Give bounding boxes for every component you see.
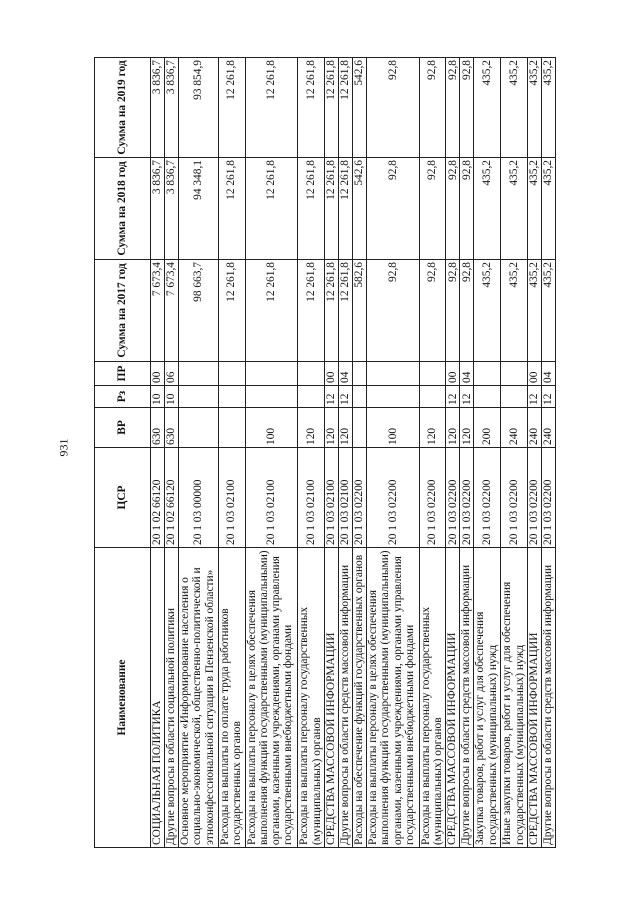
header-rz: Рз	[95, 386, 151, 408]
row-sum-2018: 435,2	[528, 158, 542, 260]
row-sum-2019: 435,2	[474, 58, 501, 158]
row-sum-2017: 92,8	[460, 260, 474, 362]
row-rz: 12	[542, 386, 556, 408]
row-pr	[352, 362, 366, 386]
row-pr: 04	[339, 362, 353, 386]
row-name: Иные закупки товаров, работ и услуг для обеспечения государственных (муниципальных) нужд	[501, 548, 528, 848]
row-vr: 240	[542, 408, 556, 448]
page-number: 931	[56, 438, 71, 457]
row-sum-2017: 435,2	[474, 260, 501, 362]
row-sum-2017: 12 261,8	[245, 260, 298, 362]
row-csr: 20 1 03 02200	[352, 448, 366, 548]
row-sum-2017: 92,8	[366, 260, 419, 362]
row-csr: 20 1 03 00000	[178, 448, 218, 548]
row-csr: 20 1 02 66120	[164, 448, 178, 548]
row-name: СОЦИАЛЬНАЯ ПОЛИТИКА	[151, 548, 165, 848]
budget-table	[94, 57, 556, 848]
table-row	[298, 58, 325, 848]
row-name: Расходы на выплаты персоналу государственных (муниципальных) органов	[419, 548, 446, 848]
row-pr: 04	[542, 362, 556, 386]
table-row	[218, 58, 245, 848]
row-rz	[501, 386, 528, 408]
row-name: Расходы на выплаты персоналу государственных (муниципальных) органов	[298, 548, 325, 848]
row-sum-2017: 435,2	[501, 260, 528, 362]
row-name: Расходы на выплаты персоналу в целях обеспечения выполнения функций государственными (муниципальными) органами, казенными учреждениями, органами управления государственными внебюджетными фондами	[366, 548, 419, 848]
table-row	[528, 58, 542, 848]
row-name: Основное мероприятие «Информирование населения о социально-экономической, общественно-политической и этноконфессиональной ситуации в Пензенской области»	[178, 548, 218, 848]
row-rz: 12	[339, 386, 353, 408]
row-csr: 20 1 03 02200	[460, 448, 474, 548]
rotated-table-container	[94, 58, 556, 848]
row-pr	[366, 362, 419, 386]
row-csr: 20 1 03 02200	[528, 448, 542, 548]
row-pr	[178, 362, 218, 386]
table-row	[178, 58, 218, 848]
row-name: СРЕДСТВА МАССОВОЙ ИНФОРМАЦИИ	[528, 548, 542, 848]
row-name: СРЕДСТВА МАССОВОЙ ИНФОРМАЦИИ	[325, 548, 339, 848]
row-sum-2017: 92,8	[446, 260, 460, 362]
row-sum-2019: 435,2	[542, 58, 556, 158]
row-name: Расходы на обеспечение функций государственных органов	[352, 548, 366, 848]
row-pr: 00	[325, 362, 339, 386]
row-name: Закупка товаров, работ и услуг для обеспечения государственных (муниципальных) нужд	[474, 548, 501, 848]
row-sum-2018: 92,8	[366, 158, 419, 260]
row-name: Другие вопросы в области социальной политики	[164, 548, 178, 848]
header-name: Наименование	[95, 548, 151, 848]
header-vr: ВР	[95, 408, 151, 448]
row-rz	[218, 386, 245, 408]
table-row	[460, 58, 474, 848]
row-sum-2019: 92,8	[366, 58, 419, 158]
row-vr: 100	[366, 408, 419, 448]
row-vr: 630	[164, 408, 178, 448]
row-pr	[474, 362, 501, 386]
row-sum-2019: 435,2	[501, 58, 528, 158]
row-csr: 20 1 03 02100	[245, 448, 298, 548]
row-rz: 12	[325, 386, 339, 408]
table-row	[352, 58, 366, 848]
row-pr: 00	[528, 362, 542, 386]
row-csr: 20 1 03 02100	[218, 448, 245, 548]
row-pr: 06	[164, 362, 178, 386]
row-rz	[298, 386, 325, 408]
row-rz: 10	[151, 386, 165, 408]
row-pr	[218, 362, 245, 386]
row-sum-2019: 3 836,7	[151, 58, 165, 158]
row-sum-2018: 12 261,8	[298, 158, 325, 260]
row-vr: 240	[528, 408, 542, 448]
row-sum-2019: 12 261,8	[298, 58, 325, 158]
row-sum-2019: 435,2	[528, 58, 542, 158]
row-vr: 200	[474, 408, 501, 448]
table-row	[151, 58, 165, 848]
row-csr: 20 1 03 02200	[501, 448, 528, 548]
row-vr: 120	[460, 408, 474, 448]
row-sum-2018: 12 261,8	[325, 158, 339, 260]
row-vr: 100	[245, 408, 298, 448]
row-sum-2017: 435,2	[528, 260, 542, 362]
row-sum-2017: 92,8	[419, 260, 446, 362]
row-sum-2019: 3 836,7	[164, 58, 178, 158]
row-sum-2019: 12 261,8	[245, 58, 298, 158]
row-sum-2017: 7 673,4	[164, 260, 178, 362]
row-vr: 120	[325, 408, 339, 448]
table-row	[446, 58, 460, 848]
row-sum-2018: 542,6	[352, 158, 366, 260]
table-body	[151, 58, 556, 848]
header-2019: Сумма на 2019 год	[95, 58, 151, 158]
row-pr	[245, 362, 298, 386]
row-rz	[245, 386, 298, 408]
row-vr: 120	[298, 408, 325, 448]
row-sum-2018: 92,8	[446, 158, 460, 260]
row-pr	[298, 362, 325, 386]
row-name: Расходы на выплаты по оплате труда работников государственных органов	[218, 548, 245, 848]
table-row	[245, 58, 298, 848]
row-rz: 12	[460, 386, 474, 408]
row-rz	[352, 386, 366, 408]
row-sum-2018: 3 836,7	[151, 158, 165, 260]
row-sum-2018: 92,8	[419, 158, 446, 260]
row-sum-2018: 12 261,8	[218, 158, 245, 260]
row-csr: 20 1 03 02200	[366, 448, 419, 548]
row-sum-2017: 12 261,8	[218, 260, 245, 362]
table-row	[474, 58, 501, 848]
row-rz	[419, 386, 446, 408]
row-csr: 20 1 02 66120	[151, 448, 165, 548]
row-csr: 20 1 03 02200	[474, 448, 501, 548]
table-row	[366, 58, 419, 848]
row-name: Другие вопросы в области средств массовой информации	[339, 548, 353, 848]
row-sum-2019: 12 261,8	[325, 58, 339, 158]
row-pr: 00	[151, 362, 165, 386]
row-sum-2018: 94 348,1	[178, 158, 218, 260]
row-vr	[352, 408, 366, 448]
row-rz	[474, 386, 501, 408]
row-vr	[178, 408, 218, 448]
row-vr: 630	[151, 408, 165, 448]
row-vr: 240	[501, 408, 528, 448]
header-pr: ПР	[95, 362, 151, 386]
row-csr: 20 1 03 02200	[446, 448, 460, 548]
row-rz	[366, 386, 419, 408]
row-sum-2018: 92,8	[460, 158, 474, 260]
header-2017: Сумма на 2017 год	[95, 260, 151, 362]
row-name: Другие вопросы в области средств массовой информации	[460, 548, 474, 848]
table-row	[325, 58, 339, 848]
row-sum-2018: 435,2	[501, 158, 528, 260]
row-sum-2018: 435,2	[474, 158, 501, 260]
row-sum-2019: 92,8	[419, 58, 446, 158]
row-vr: 120	[419, 408, 446, 448]
table-row	[542, 58, 556, 848]
row-rz: 12	[446, 386, 460, 408]
row-pr	[501, 362, 528, 386]
row-sum-2017: 12 261,8	[298, 260, 325, 362]
row-rz: 12	[528, 386, 542, 408]
row-sum-2018: 435,2	[542, 158, 556, 260]
row-name: СРЕДСТВА МАССОВОЙ ИНФОРМАЦИИ	[446, 548, 460, 848]
row-csr: 20 1 03 02100	[339, 448, 353, 548]
row-vr: 120	[446, 408, 460, 448]
row-sum-2019: 93 854,9	[178, 58, 218, 158]
row-vr: 120	[339, 408, 353, 448]
header-csr: ЦСР	[95, 448, 151, 548]
row-sum-2019: 542,6	[352, 58, 366, 158]
row-csr: 20 1 03 02100	[298, 448, 325, 548]
table-row	[501, 58, 528, 848]
row-sum-2018: 3 836,7	[164, 158, 178, 260]
table-row	[339, 58, 353, 848]
table-row	[419, 58, 446, 848]
row-csr: 20 1 03 02200	[542, 448, 556, 548]
row-sum-2017: 98 663,7	[178, 260, 218, 362]
row-vr	[218, 408, 245, 448]
row-sum-2017: 582,6	[352, 260, 366, 362]
row-sum-2019: 12 261,8	[339, 58, 353, 158]
row-sum-2019: 12 261,8	[218, 58, 245, 158]
row-sum-2017: 12 261,8	[325, 260, 339, 362]
row-csr: 20 1 03 02100	[325, 448, 339, 548]
row-pr	[419, 362, 446, 386]
row-sum-2018: 12 261,8	[245, 158, 298, 260]
row-sum-2018: 12 261,8	[339, 158, 353, 260]
row-pr: 04	[460, 362, 474, 386]
row-pr: 00	[446, 362, 460, 386]
row-csr: 20 1 03 02200	[419, 448, 446, 548]
row-name: Расходы на выплаты персоналу в целях обеспечения выполнения функций государственными (муниципальными) органами, казенными учреждениями, органами управления государственными внебюджетными фондами	[245, 548, 298, 848]
table-header-row	[95, 58, 151, 848]
header-2018: Сумма на 2018 год	[95, 158, 151, 260]
row-sum-2019: 92,8	[446, 58, 460, 158]
row-sum-2017: 435,2	[542, 260, 556, 362]
row-name: Другие вопросы в области средств массовой информации	[542, 548, 556, 848]
row-sum-2019: 92,8	[460, 58, 474, 158]
row-rz: 10	[164, 386, 178, 408]
row-sum-2017: 7 673,4	[151, 260, 165, 362]
row-rz	[178, 386, 218, 408]
row-sum-2017: 12 261,8	[339, 260, 353, 362]
table-row	[164, 58, 178, 848]
